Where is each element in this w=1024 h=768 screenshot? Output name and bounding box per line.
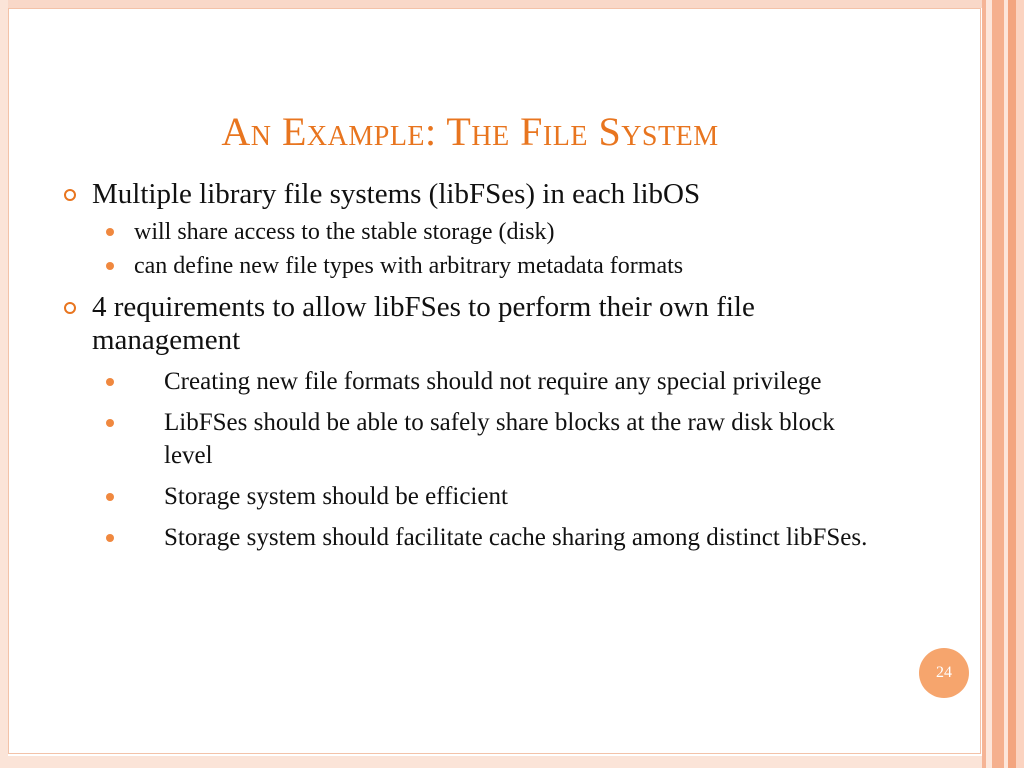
- sub-bullet-text: Storage system should be efficient: [164, 483, 508, 510]
- decorative-stripe: [992, 0, 1004, 768]
- sub-bullet-text: can define new file types with arbitrary metadata formats: [134, 253, 684, 279]
- sub-bullet-text: Creating new file formats should not require any special privilege: [164, 368, 822, 395]
- dot-bullet-icon: [106, 493, 114, 501]
- sub-bullet-point: [58, 521, 888, 554]
- bullet-group: [58, 178, 888, 279]
- sub-bullet-point: [58, 253, 888, 279]
- ring-bullet-icon: [64, 302, 76, 314]
- slide-title: An Example: The File System: [221, 109, 719, 154]
- sub-bullet-point: [58, 480, 888, 513]
- bullet-point: [58, 178, 888, 211]
- ring-bullet-icon: [64, 189, 76, 201]
- slide-content: [58, 178, 888, 562]
- frame-top: [0, 0, 982, 8]
- decorative-stripe: [1008, 0, 1016, 768]
- page-number-badge: [919, 648, 969, 698]
- decorative-stripe: [1016, 0, 1024, 768]
- sub-bullet-point: [58, 219, 888, 245]
- frame-bottom: [0, 756, 982, 768]
- dot-bullet-icon: [106, 262, 114, 270]
- dot-bullet-icon: [106, 419, 114, 427]
- bullet-group: [58, 291, 888, 554]
- sub-bullet-text: LibFSes should be able to safely share blocks at the raw disk block level: [164, 409, 835, 469]
- page-number: 24: [936, 664, 952, 681]
- dot-bullet-icon: [106, 378, 114, 386]
- sub-bullet-text: will share access to the stable storage (disk): [134, 219, 555, 245]
- bullet-text: Multiple library file systems (libFSes) in each libOS: [92, 178, 701, 210]
- sub-bullet-point: [58, 365, 888, 398]
- dot-bullet-icon: [106, 228, 114, 236]
- sub-bullet-text: Storage system should facilitate cache sharing among distinct libFSes.: [164, 524, 868, 551]
- sub-bullet-point: [58, 406, 888, 472]
- bullet-text: 4 requirements to allow libFSes to perform their own file management: [92, 291, 755, 356]
- bullet-point: [58, 291, 888, 357]
- dot-bullet-icon: [106, 534, 114, 542]
